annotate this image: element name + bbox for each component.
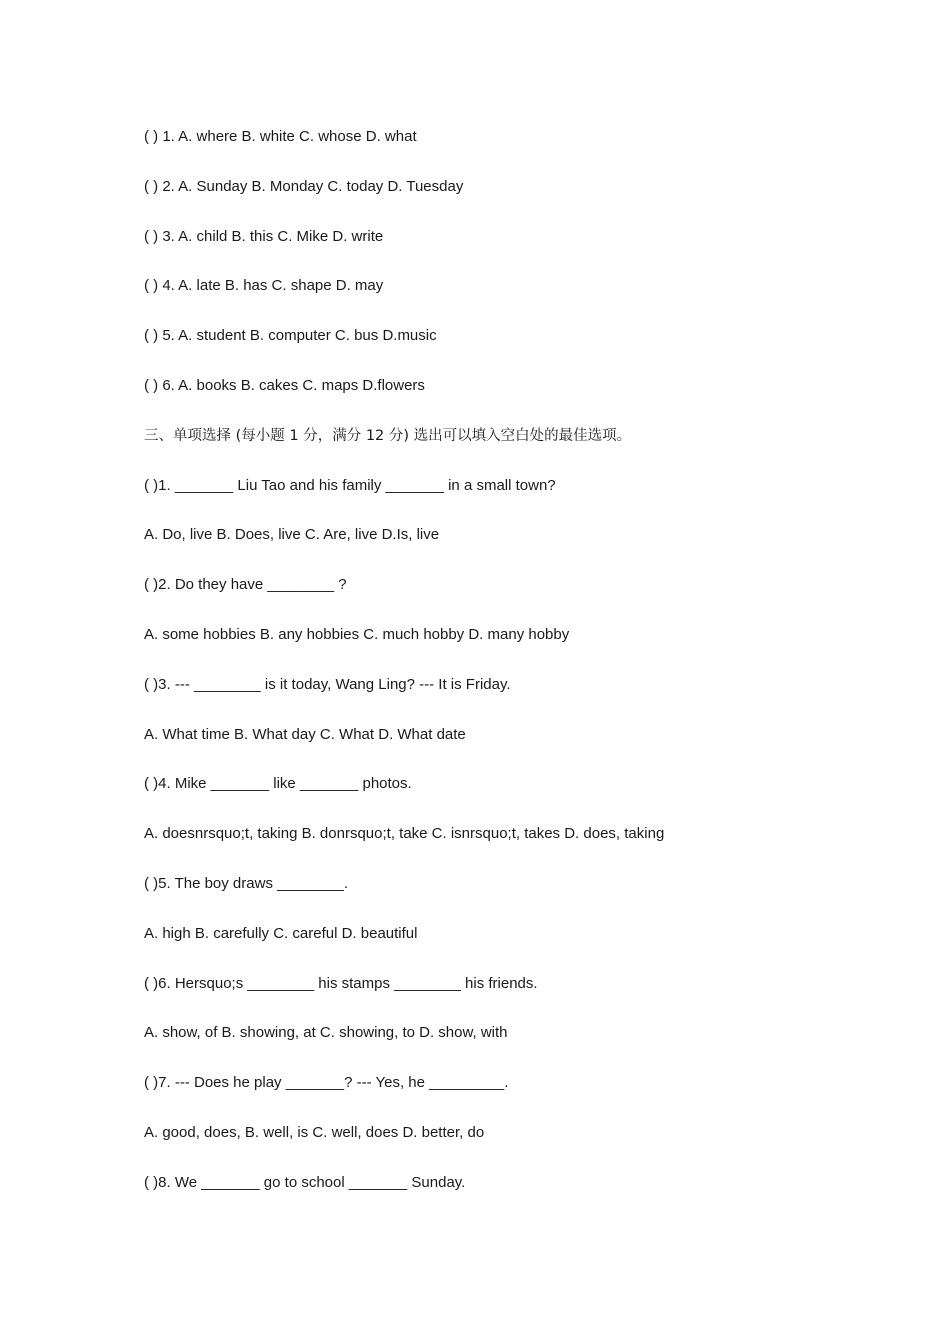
phonics-question-3: ( ) 3. A. child B. this C. Mike D. write: [144, 227, 384, 245]
choice-options-3: A. What time B. What day C. What D. What date: [144, 725, 466, 743]
section-heading: 三、单项选择 (每小题 1 分，满分 12 分) 选出可以填入空白处的最佳选项。: [144, 427, 632, 444]
question-list: [144, 126, 864, 1222]
choice-question-7: ( )7. --- Does he play _______? --- Yes, he _________.: [144, 1074, 509, 1092]
choice-options-1: A. Do, live B. Does, live C. Are, live D.Is, live: [144, 526, 440, 544]
phonics-question-6: ( ) 6. A. books B. cakes C. maps D.flowers: [144, 376, 425, 394]
phonics-question-1: ( ) 1. A. where B. white C. whose D. what: [144, 128, 417, 145]
choice-question-4: ( )4. Mike _______ like _______ photos.: [144, 775, 412, 793]
choice-question-6: ( )6. Hersquo;s ________ his stamps ________ his friends.: [144, 974, 538, 992]
phonics-question-4: ( ) 4. A. late B. has C. shape D. may: [144, 277, 384, 295]
choice-question-8: ( )8. We _______ go to school _______ Sunday.: [144, 1173, 466, 1191]
choice-question-1: ( )1. _______ Liu Tao and his family _______ in a small town?: [144, 476, 556, 494]
phonics-question-2: ( ) 2. A. Sunday B. Monday C. today D. Tuesday: [144, 177, 464, 195]
choice-options-6: A. show, of B. showing, at C. showing, to D. show, with: [144, 1024, 508, 1042]
choice-options-5: A. high B. carefully C. careful D. beautiful: [144, 924, 418, 942]
choice-options-2: A. some hobbies B. any hobbies C. much hobby D. many hobby: [144, 625, 570, 643]
choice-options-4: A. doesnrsquo;t, taking B. donrsquo;t, take C. isnrsquo;t, takes D. does, taking: [144, 825, 665, 843]
choice-question-3: ( )3. --- ________ is it today, Wang Ling? --- It is Friday.: [144, 675, 511, 693]
phonics-question-5: ( ) 5. A. student B. computer C. bus D.music: [144, 327, 437, 345]
choice-question-2: ( )2. Do they have ________ ?: [144, 576, 347, 594]
choice-question-5: ( )5. The boy draws ________.: [144, 874, 349, 892]
choice-options-7: A. good, does, B. well, is C. well, does D. better, do: [144, 1123, 485, 1141]
